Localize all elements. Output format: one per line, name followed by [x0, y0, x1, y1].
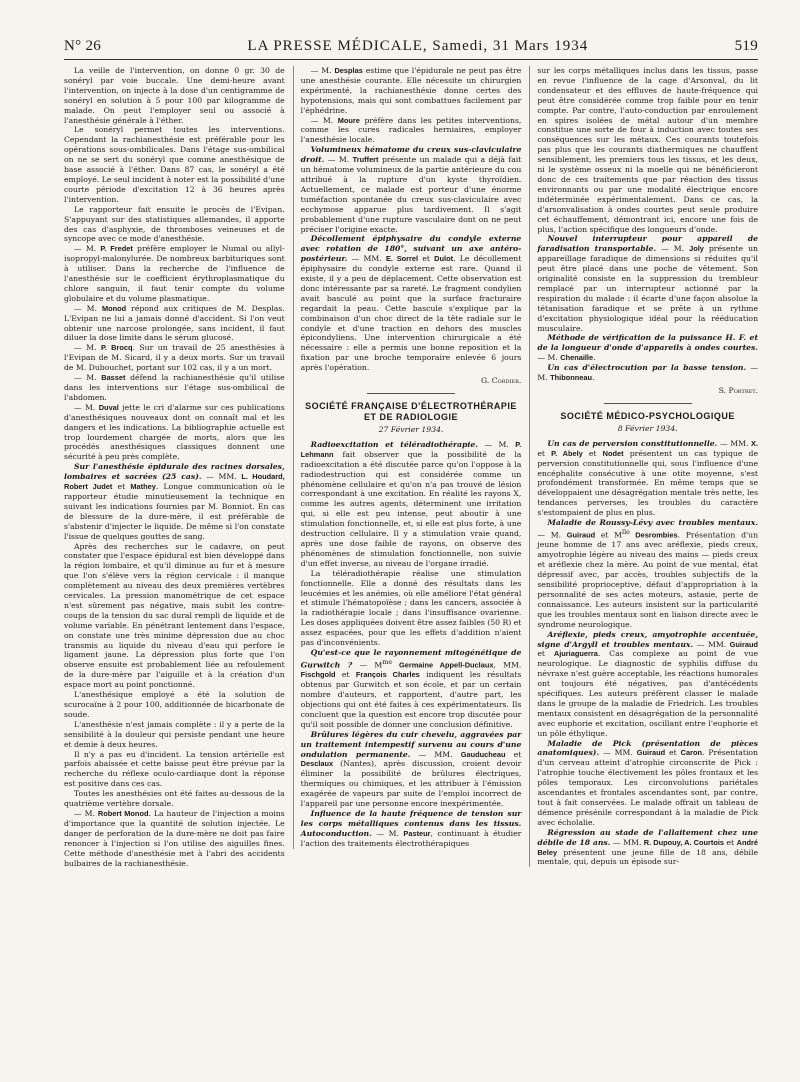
column-3 — [529, 66, 758, 867]
author-name: Mathey — [130, 482, 156, 492]
column-1 — [64, 66, 285, 868]
page-header — [64, 38, 758, 60]
paragraph: Méthode de vérification de la puissance H. F. et de la longueur d'onde d'appareils à ondes courtes. — M. Chenaille. — [537, 333, 759, 363]
paragraph: — M. Moure préfère dans les petites interventions, comme les cures radicales herniaires, employer l'anesthésie locale. — [300, 115, 522, 145]
author-name: Moure — [337, 115, 360, 125]
paragraph: Radioexcitation et téléradiothérapie. — M. P. Lehmann fait observer que la possibilité de la radioexcitation a été discutée parce qu'on l'oppose à la radiodestruction qui est considérée comme un phénomène cellulaire et qu'on n'a pas trouvé de lésion correspondant à une excitation. En réalité les rayons X, comme les autres agents, déterminent une irritation qui, si elle est peu intense, peut aboutir à une stimulation fonctionnelle, et, si elle est plus forte, à une destruction cellulaire. Il y a stimulation vraie quand, après une dose faible de rayons, on observe des phénomènes de stimulation fonctionnelle, non suivie d'un effet inverse, au niveau de l'organe irradié. — [300, 439, 522, 568]
author-name: P. Fredet — [100, 244, 133, 254]
author-name: Basset — [101, 373, 126, 383]
paragraph: Maladie de Roussy-Lévy avec troubles mentaux. — M. Guiraud et $M^{lle}$ Desrombies. Présentation d'un jeune homme de 17 ans avec aréflexie, pieds creux, amyotrophie légère au niveau des mains — pieds creux et aréflexie chez la mère. Au point de vue mental, état dépressif avec, par accès, troubles subjectifs de la sensibilité proprioceptive, défaut d'appropriation à la personnalité de ses actes moteurs, astasie, perte de connaissance. Les auteurs insistent sur la particularité que les troubles mentaux sont en liaison directe avec le syndrome neurologique. — [537, 518, 759, 629]
session-date: 27 Février 1934. — [378, 425, 444, 434]
paragraph: Un cas de perversion constitutionnelle. — MM. X. et P. Abely et Nodet présentent un cas typique de perversion constitutionnelle qui, sous l'influence d'une encéphalite consécutive à une otite moyenne, s'est profondément transformée. En même temps que se développaient une désagrégation mentale très nette, les tendances perverses, les troubles du caractère s'estompaient de plus en plus. — [537, 438, 759, 518]
paragraph: — M. P. Brocq. Sur un travail de 25 anesthésies à l'Evipan de M. Sicard, il y a deux morts. Sur un travail de M. Dubouchet, portant sur 102 cas, il y a un mort. — [64, 343, 285, 373]
author-name: L. Houdard, Robert Judet — [64, 472, 285, 492]
session-date: 8 Février 1934. — [617, 423, 678, 433]
author-name: P. Lehmann — [300, 439, 522, 459]
author-name: François Charles — [355, 670, 420, 680]
paragraph: Toutes les anesthésies ont été faites au-dessous de la quatrième vertèbre dorsale. — [64, 789, 285, 809]
article-title: Un cas d'électrocution par la basse tension. — [547, 363, 747, 373]
author-name: Desrombies — [629, 530, 678, 540]
author-name: Dulot — [434, 254, 454, 264]
author-name: Guiraud — [566, 530, 596, 540]
author-name: Thibonneau — [550, 373, 592, 383]
paragraph: Décollement épiphysaire du condyle externe avec rotation de 180°, suivant un axe antéro-postérieur. — MM. E. Sorrel et Dulot. Le décollement épiphysaire du condyle externe est rare. Quand il existe, il y a peu de déplacement. Cette observation est donc intéressante par sa rareté. Le fragment condylien avait basculé au point que la surface fracturaire regardait la peau. Cette bascule s'explique par la combinaison d'un choc direct de la tête radiale sur le condyle et d'une traction en dehors des muscles épicondyliens. Une intervention chirurgicale a été nécessaire : elle a permis une bonne reposition et la fixation par une broche temporaire enlevée 6 jours après l'opération. — [300, 234, 522, 373]
author-name: Fischgold — [300, 670, 336, 680]
author-name: Truffert — [352, 155, 379, 165]
paragraph: Il n'y a pas eu d'incident. La tension artérielle est parfois abaissée et cette baisse peut être prévue par la recherche du réflexe oculo-cardiaque dont la réponse est positive dans ces cas. — [64, 749, 285, 789]
paragraph: L'anesthésique employé a été la solution de scurocaïne à 2 pour 100, additionnée de bicarbonate de soude. — [64, 690, 285, 719]
paragraph: Régression au stade de l'allaitement chez une débile de 18 ans. — MM. R. Dupouy, A. Courtois et André Beley présentent une jeune fille de 18 ans, débile mentale, qui, depuis un épisode sur- — [537, 827, 759, 867]
author-name: Joly — [689, 244, 704, 254]
paragraph: — M. Basset défend la rachianesthésie qu'il utilise dans les interventions sur l'étage sus-ombilical de l'abdomen. — [64, 373, 285, 402]
paragraph: Le sonéryl permet toutes les interventions. Cependant la rachianesthésie est préférable pour les opérations sous-ombilicales. Dans l'étage sus-ombilical on ne se sert du sonéryl que comme anesthésique de base associé à l'éther. Dans 87 cas, le sonéryl a été employé. Le seul incident à noter est la possibilité d'une courte période d'excitation 12 à 36 heures après l'intervention. — [64, 125, 285, 204]
paragraph: La téléradiothérapie réalise une stimulation fonctionnelle. Elle a donné des résultats dans les leucémies et les anémies, où elle améliore l'état général et stimule l'hématopoïèse ; dans les cancers, associée à la radiothérapie locale ; dans l'insuffisance ovarienne. Les doses appliquées doivent être assez faibles (50 R) et assez espacées, pour que les effets d'addition n'aient pas d'inconvénients. — [300, 568, 522, 648]
journal-title: LA PRESSE MÉDICALE, Samedi, 31 Mars 1934 — [247, 38, 589, 54]
author-name: Nodet — [602, 448, 624, 458]
paragraph: Influence de la haute fréquence de tension sur les corps métalliques contenus dans les tissus. Autoconduction. — M. Pasteur, continuant à étudier l'action des traitements électrothérapiques — [300, 809, 522, 848]
paragraph: Brûlures légères du cuir chevelu, aggravées par un traitement intempestif survenu au cours d'une ondulation permanente. — MM. Gauducheau et Desclaux (Nantes), après discussion, croient devoir éliminer la possibilité de brûlures électriques, thermiques ou chimiques, et les attribuer à l'émission exagérée de vapeurs par suite de l'emploi incorrect de l'appareil par une personne encore inexpérimentée. — [300, 729, 522, 809]
issue-number: N° 26 — [64, 38, 102, 54]
article-title: Influence de la haute fréquence de tension sur les corps métalliques contenus dans les tissus. Autoconduction. — [300, 809, 522, 838]
author-name: Monod — [101, 303, 127, 313]
page-number: 519 — [734, 38, 758, 54]
paragraph: — M. Robert Monod. La hauteur de l'injection a moins d'importance que la quantité de solution injectée. Le danger de perforation de la dure-mère ne doit pas faire renoncer à l'injection si l'on utilise des aiguilles fines. Cette méthode d'anesthésie met à l'abri des accidents bulbaires de la rachianesthésie. — [64, 808, 285, 868]
article-title: Maladie de Pick (présentation de pièces anatomiques). — [537, 738, 759, 758]
author-name: Chenaille — [560, 353, 594, 363]
author-name: P. Brocq — [100, 343, 133, 353]
article-title: Nouvel interrupteur pour appareil de faradisation transportable. — [537, 234, 759, 254]
signature: G. Cordier. — [481, 376, 522, 386]
article-title: Régression au stade de l'allaitement chez une débile de 18 ans. — [537, 827, 759, 847]
section-divider — [367, 393, 455, 394]
author-name: Desplas — [334, 66, 363, 75]
paragraph: Un cas d'électrocution par la basse tension. — M. Thibonneau. — [537, 363, 759, 383]
author-name: Pasteur — [403, 828, 431, 838]
author-name: André Beley — [537, 837, 759, 857]
article-title: Sur l'anesthésie épidurale des racines dorsales, lombaires et sacrées (25 cas). — [64, 462, 285, 482]
section-divider — [604, 403, 692, 404]
paragraph: Volumineux hématome du creux sus-claviculaire droit. — M. Truffert présente un malade qui a déjà fait un hématome volumineux de la partie antérieure du cou attribué à la rupture d'un kyste thyroïdien. Actuellement, ce malade est porteur d'une énorme tuméfaction spontanée du creux sus-claviculaire avec ecchymose apparue plus tardivement. Il s'agit probablement d'une rupture vasculaire dont on ne peut préciser l'origine exacte. — [300, 145, 522, 234]
author-name: Ajuriaguerra — [553, 649, 598, 659]
article-title: Un cas de perversion constitutionnelle. — [547, 438, 718, 448]
author-name: Guiraud — [636, 748, 666, 758]
article-title: Brûlures légères du cuir chevelu, aggravées par un traitement intempestif survenu au cours d'une ondulation permanente. — [300, 729, 522, 759]
author-name: R. Dupouy, A. Courtois — [643, 837, 725, 847]
author-name: X. — [751, 438, 759, 448]
paragraph: Le rapporteur fait ensuite le procès de l'Evipan. S'appuyant sur des statistiques allemandes, il apporte des cas d'asphyxie, de thromboses veineuses et de syncope avec ce mode d'anesthésie. — [64, 204, 285, 244]
paragraph: L'anesthésie n'est jamais complète : il y a perte de la sensibilité à la douleur qui persiste pendant une heure et demie à deux heures. — [64, 719, 285, 749]
paragraph: Sur l'anesthésie épidurale des racines dorsales, lombaires et sacrées (25 cas). — MM. L. Houdard, Robert Judet et Mathey. Longue communication où le rapporteur étudie minutieusement la technique en suivant les indications fournies par M. Bonniot. En cas de blessure de la dure-mère, il est préférable de s'abstenir d'injecter le liquide. De même si l'on constate l'issue de quelques gouttes de sang. — [64, 462, 285, 541]
article-title: Aréflexie, pieds creux, amyotrophie accentuée, signe d'Argyll et troubles mentaux. — [537, 629, 759, 649]
article-title: Décollement épiphysaire du condyle externe avec rotation de 180°, suivant un axe antéro-postérieur. — [300, 234, 522, 264]
article-title: Méthode de vérification de la puissance H. F. et de la longueur d'onde d'appareils à ondes courtes. — [537, 333, 759, 353]
paragraph: Nouvel interrupteur pour appareil de faradisation transportable. — M. Joly présente un appareillage faradique de dimensions si réduites qu'il peut être placé dans une poche de vêtement. Son originalité consiste en la suppression du trembleur remplacé par un interrupteur actionné par la respiration du malade : il écarte d'une façon absolue la tétanisation faradique et se prête à un rythme d'excitation physiologique idéal pour la rééducation musculaire. — [537, 234, 759, 333]
article-title: Maladie de Roussy-Lévy avec troubles mentaux. — [547, 518, 759, 528]
author-name: Germaine Appell-Duclaux — [392, 660, 494, 670]
author-name: E. Sorrel — [385, 254, 419, 264]
signature: S. Portret. — [718, 386, 759, 395]
paragraph: Qu'est-ce que le rayonnement mitogénétique de Gurwitch ? — $M^{me}$ Germaine Appell-Duclaux, MM. Fischgold et François Charles indiquent les résultats obtenus par Gurwitch et son école, et par un certain nombre d'auteurs, et rapportent, d'autre part, les objections qui ont été faites à ces expérimentateurs. Ils concluent que la question est encore trop discutée pour qu'il soit possible de donner une conclusion définitive. — [300, 647, 522, 729]
paragraph: — M. P. Fredet préfère employer le Numal ou allyl-isopropyl-malonylurée. De nombreux barbituriques sont à utiliser. Dans la recherche de l'influence de l'anesthésie sur le coefficient érythroplasmatique du chlore sanguin, il faut tenir compte du volume globulaire et du volume plasmatique. — [64, 244, 285, 303]
paragraph: Après des recherches sur le cadavre, on peut constater que l'espace épidural est bien développé dans la région lombaire, et qu'il diminue au fur et à mesure que l'on s'élève vers la région cervicale : il manque complètement au niveau des deux premières vertèbres cervicales. La pression manométrique de cet espace n'est sûrement pas négative, mais subit les contre-coups de la tension du sac dural rempli de liquide et de volume variable. En pénétrant lentement dans l'espace, on constate une très minime dépression due au choc transmis au liquide du niveau d'eau qui perfore le ligament jaune. La dépression plus forte que l'on observe ensuite est probablement liée au refoulement de la dure-mère par l'aiguille et à la création d'un espace mort au point ponctionné. — [64, 541, 285, 690]
author-name: P. Abely — [551, 448, 583, 458]
author-name: Robert Monod — [97, 808, 149, 818]
society-heading: SOCIÉTÉ FRANÇAISE D'ÉLECTROTHÉRAPIE ET DE RADIOLOGIE — [305, 401, 517, 422]
author-name: Caron — [680, 748, 702, 758]
paragraph: sur les corps métalliques inclus dans les tissus, passe en revue l'influence de la cage d'Arsonval, du lit condensateur et des effluves de haute-fréquence qui peut être considérée comme trop faible pour en tenir compte. Par contre, l'auto-conduction par enroulement en spires isolées de métal autour d'un membre constitue une sorte de four à induction avec toutes ses conséquences sur les métaux. Ces courants toutefois pas plus que les courants diathermiques ne chauffent sensiblement, les premiers tous les tissus, et les deux, ni le système osseux ni la moelle qui ne bénéficieront donc de ces traitements que par réaction des tissus environnants ou par une modalité électrique encore indéterminée expérimentalement. Dans ce cas, la d'arsonvalisation à ondes courtes peut seule produire cet échauffement, démontrant ici, encore une fois de plus, l'action spécifique des longueurs d'onde. — [537, 66, 759, 234]
article-title: Qu'est-ce que le rayonnement mitogénétique de Gurwitch ? — [300, 647, 522, 670]
author-name: Duval — [98, 402, 119, 412]
paragraph: Aréflexie, pieds creux, amyotrophie accentuée, signe d'Argyll et troubles mentaux. — MM. Guiraud et Ajuriaguerra. Cas complexe au point de vue neurologique. Le diagnostic de syphilis diffuse du névraxe n'est guère acceptable, les réactions humorales ont toujours été négatives, pas d'antécédents spécifiques. Les auteurs préfèrent classer le malade dans le groupe de la maladie de Friedrich. Les troubles mentaux consistent en désagrégation de la personnalité avec euphorie et excitation, oscillant entre l'euphorie et un pôle éthylique. — [537, 629, 759, 738]
text-columns — [64, 66, 758, 868]
society-heading: SOCIÉTÉ MÉDICO-PSYCHOLOGIQUE — [560, 410, 735, 421]
paragraph: — M. Desplas estime que l'épidurale ne peut pas être une anesthésie courante. Elle nécessite un chirurgien expérimenté, la rachianesthésie donne certes des hypotensions, mais qui sont combattues facilement par l'éphédrine. — [300, 66, 522, 115]
article-title: Radioexcitation et téléradiothérapie. — [310, 439, 478, 449]
paragraph: La veille de l'intervention, on donne 0 gr. 30 de sonéryl par voie buccale. Une demi-heure avant l'intervention, on injecte à la dose d'un centigramme de sonéryl en solution à 5 pour 100 par kilogramme de malade. On peut l'employer seul ou associé à l'anesthésie générale à l'éther. — [64, 66, 285, 125]
author-name: Gauducheau — [460, 749, 506, 759]
paragraph: — M. Monod répond aux critiques de M. Desplas. L'Evipan ne lui a jamais donné d'accident. Si l'on veut obtenir une narcose prolongée, sans incident, il faut diluer la dose limite dans le sérum glucosé. — [64, 303, 285, 343]
article-title: Volumineux hématome du creux sus-claviculaire droit. — [300, 145, 522, 165]
paragraph: — M. Duval jette le cri d'alarme sur ces publications d'anesthésiques nouveaux dont on connaît mal et les dangers et les indications. La bibliographie actuelle est trop lourdement chargée de morts, alors que les procédés anesthésiques classiques donnent une sécurité à peu près complète. — [64, 402, 285, 462]
author-name: Guiraud — [729, 639, 759, 649]
column-2 — [293, 66, 522, 849]
author-name: Desclaux — [300, 759, 334, 769]
paragraph: Maladie de Pick (présentation de pièces anatomiques). — MM. Guiraud et Caron. Présentation d'un cerveau atteint d'atrophie circonscrite de Pick : l'atrophie touche électivement les pôles frontaux et les pôles temporaux. Les circonvolutions pariétales ascendantes et frontales ascendantes sont, par contre, tout à fait conservées. Le malade offrait un tableau de démence présénile correspondant à la maladie de Pick avec écholalie. — [537, 738, 759, 827]
